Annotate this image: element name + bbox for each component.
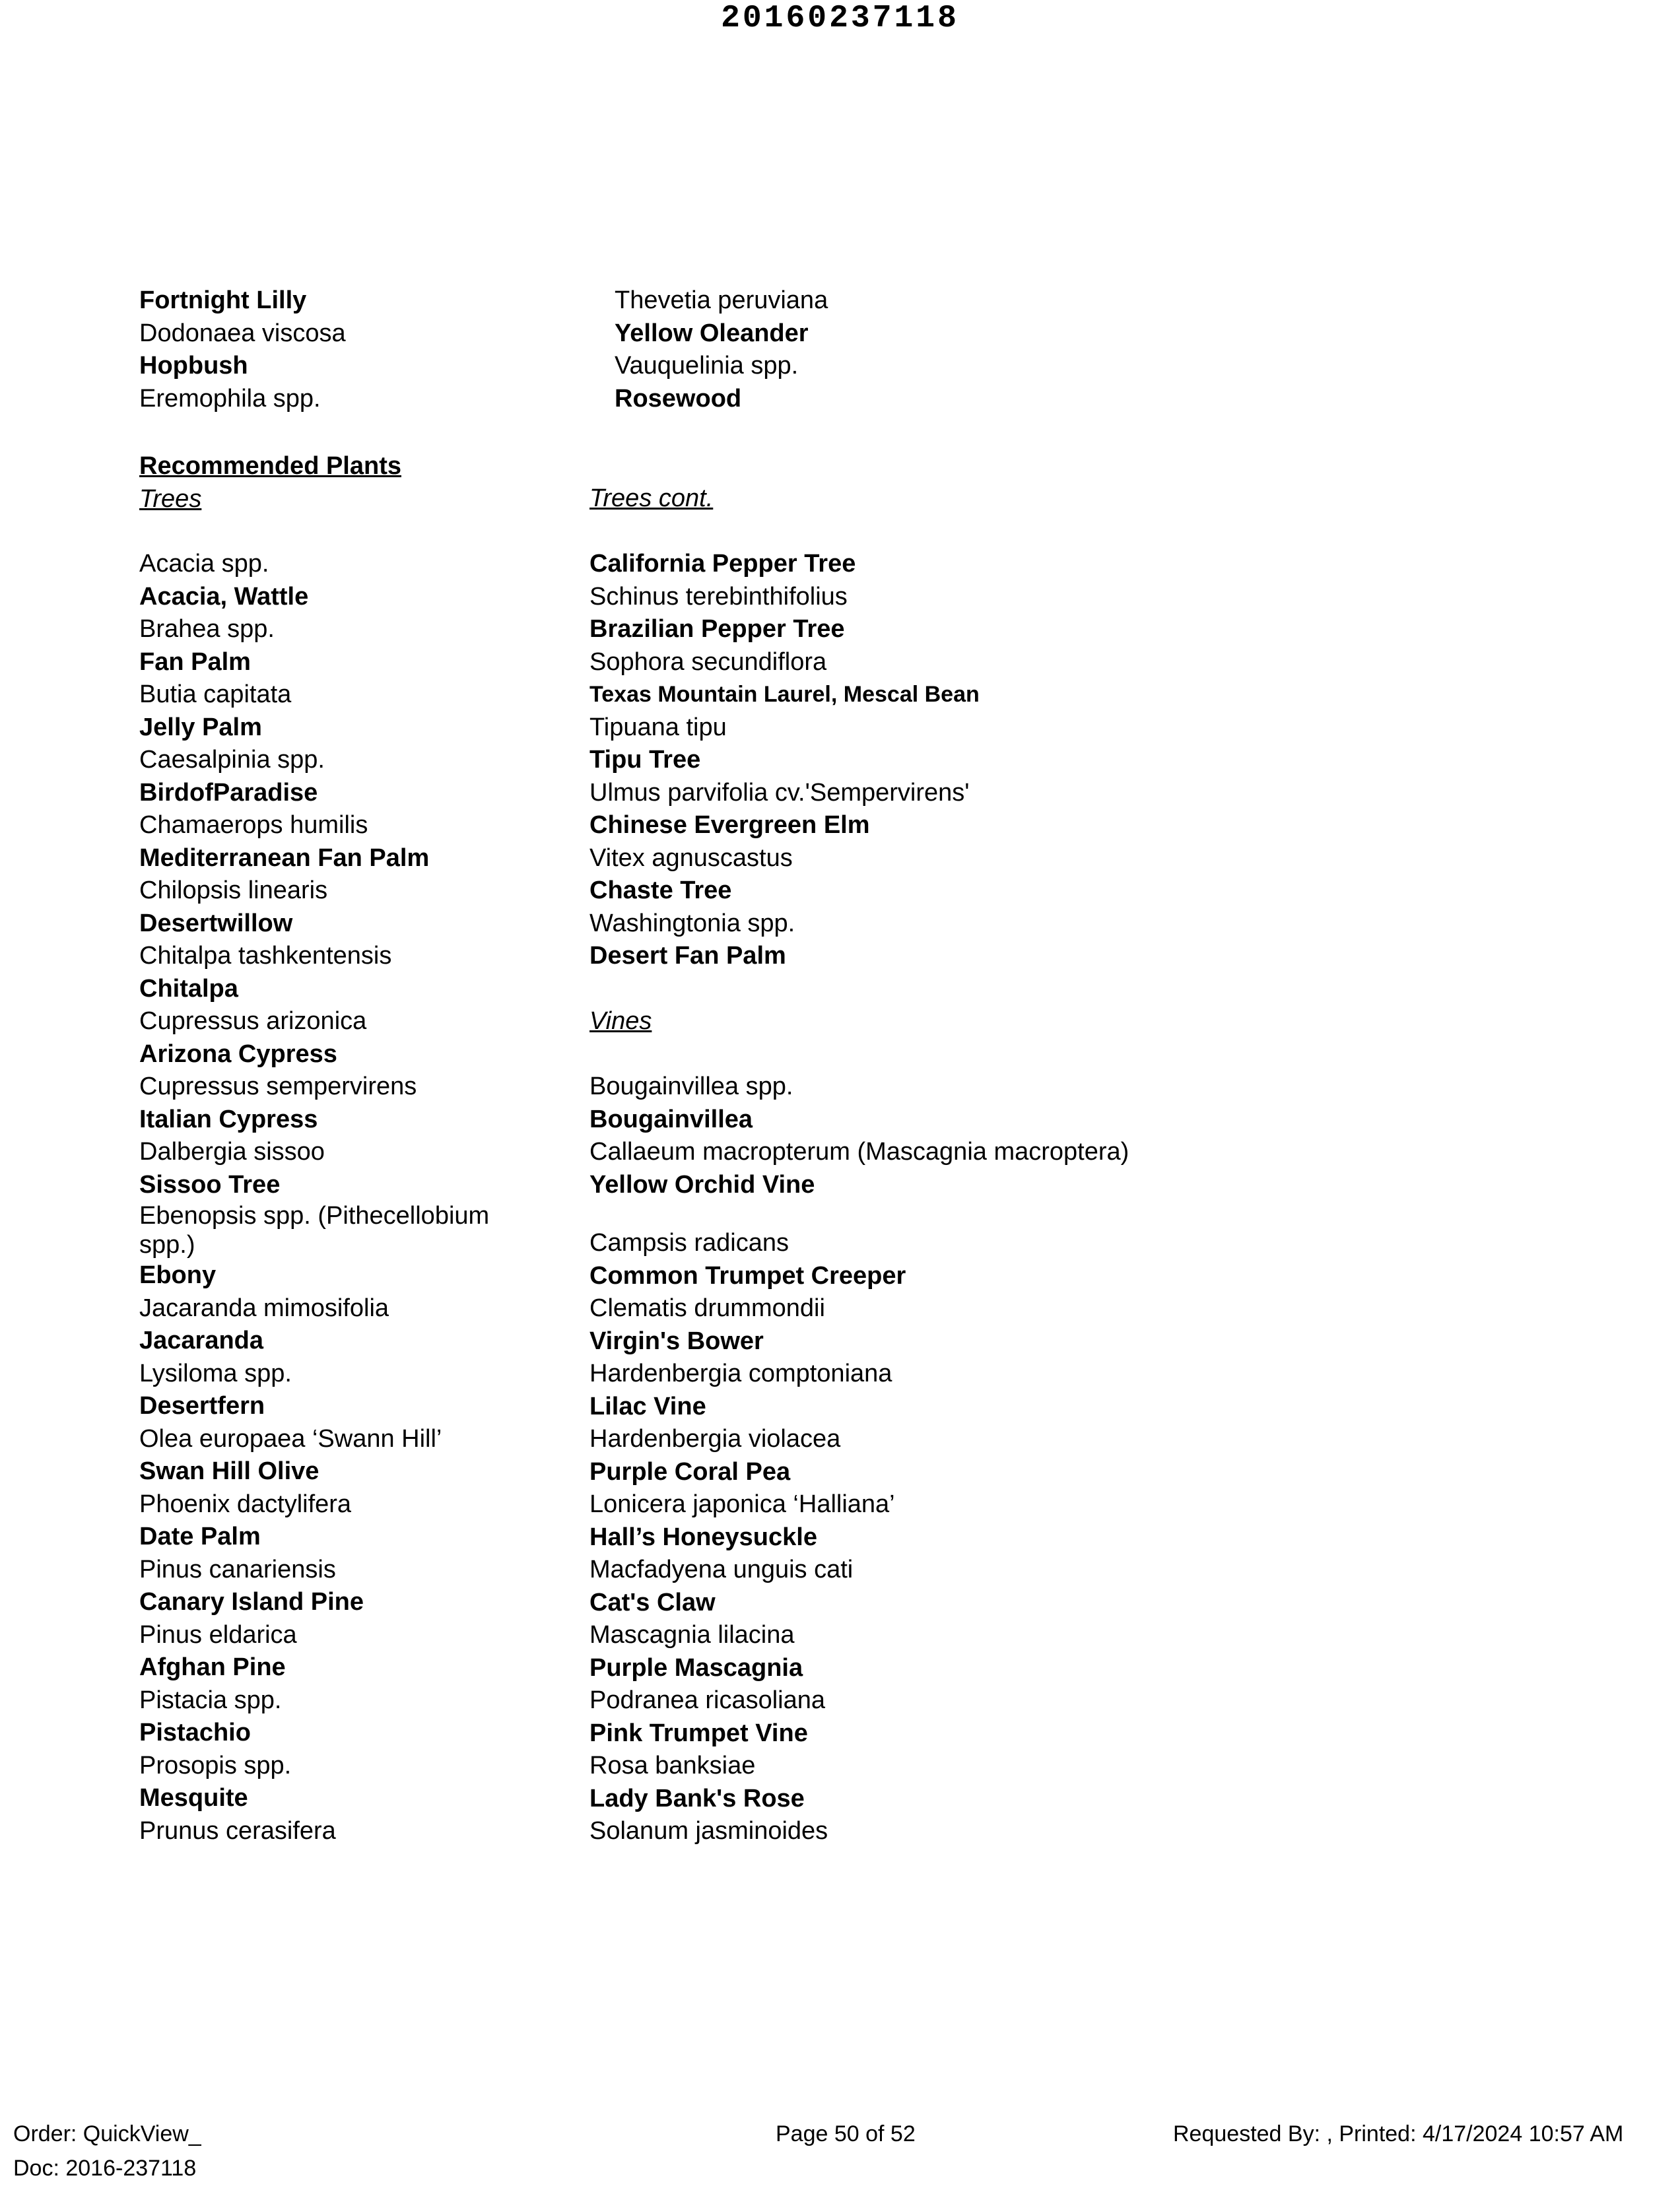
plant-common-name: Date Palm: [139, 1523, 261, 1550]
top-left-block: [139, 284, 346, 415]
plant-common-name: Rosewood: [615, 384, 742, 413]
plant-common-name: Hopbush: [139, 352, 248, 380]
plant-botanical-name: Sophora secundiflora: [589, 648, 827, 676]
plant-botanical-name: Cupressus sempervirens: [139, 1073, 417, 1100]
plant-botanical-name: Phoenix dactylifera: [139, 1490, 352, 1518]
plant-common-name: Brazilian Pepper Tree: [589, 615, 845, 643]
plant-common-name: Acacia, Wattle: [139, 582, 309, 611]
plant-common-name: Virgin's Bower: [589, 1327, 764, 1355]
plant-botanical-name: Pinus eldarica: [139, 1620, 297, 1649]
plant-botanical-name: Vitex agnuscastus: [589, 844, 793, 872]
plant-common-name: Chaste Tree: [589, 877, 732, 904]
plant-common-name: Desertwillow: [139, 909, 293, 937]
plant-botanical-name: Dalbergia sissoo: [139, 1138, 325, 1166]
plant-botanical-name: Schinus terebinthifolius: [589, 582, 848, 611]
plant-common-name: Canary Island Pine: [139, 1588, 364, 1616]
plant-common-name: Jacaranda: [139, 1327, 264, 1354]
top-right-block: [615, 284, 828, 415]
plant-botanical-name: Macfadyena unguis cati: [589, 1556, 854, 1583]
plant-botanical-name: Chamaerops humilis: [139, 811, 368, 839]
footer-requested-printed: Requested By: , Printed: 4/17/2024 10:57 AM: [1173, 2121, 1624, 2146]
plant-common-name: Hall’s Honeysuckle: [589, 1523, 817, 1551]
plant-common-name: Desert Fan Palm: [589, 942, 786, 970]
plant-common-name: Mediterranean Fan Palm: [139, 844, 430, 872]
plant-botanical-name: Prosopis spp.: [139, 1751, 292, 1779]
plant-botanical-name: Podranea ricasoliana: [589, 1686, 826, 1714]
plant-botanical-name: Hardenbergia comptoniana: [589, 1360, 892, 1387]
plant-botanical-name: Lysiloma spp.: [139, 1359, 292, 1387]
plant-common-name: California Pepper Tree: [589, 550, 856, 578]
plant-common-name: Desertfern: [139, 1392, 265, 1420]
plant-botanical-name: Dodonaea viscosa: [139, 319, 346, 347]
plant-common-name: Sissoo Tree: [139, 1170, 281, 1199]
plant-common-name: Afghan Pine: [139, 1653, 286, 1681]
plant-common-name: Chinese Evergreen Elm: [589, 811, 870, 839]
plant-botanical-name: Solanum jasminoides: [589, 1817, 828, 1845]
plant-botanical-name: Butia capitata: [139, 681, 292, 708]
section-heading-block: [139, 450, 401, 515]
plant-botanical-name: Thevetia peruviana: [615, 286, 828, 314]
subhead-trees-cont: Trees cont.: [589, 484, 714, 512]
plant-common-name: Cat's Claw: [589, 1588, 716, 1616]
plant-common-name: Chitalpa: [139, 974, 238, 1003]
plant-botanical-name: Pistacia spp.: [139, 1686, 282, 1714]
document-number: 20160237118: [721, 1, 959, 36]
subhead-vines: Vines: [589, 1007, 652, 1035]
section-title: Recommended Plants: [139, 452, 401, 480]
plant-common-name: Yellow Oleander: [615, 319, 809, 347]
plant-botanical-name: Bougainvillea spp.: [589, 1073, 793, 1100]
plant-common-name: Common Trumpet Creeper: [589, 1261, 906, 1290]
plant-common-name: Swan Hill Olive: [139, 1457, 319, 1485]
plant-botanical-name: Ebenopsis spp. (Pithecellobium spp.): [139, 1202, 490, 1259]
plant-common-name: Purple Coral Pea: [589, 1457, 791, 1486]
plant-botanical-name: Rosa banksiae: [589, 1752, 756, 1779]
plant-common-name: Italian Cypress: [139, 1105, 318, 1133]
plant-botanical-name: Mascagnia lilacina: [589, 1621, 795, 1649]
plant-botanical-name: Chilopsis linearis: [139, 877, 328, 904]
plant-botanical-name: Lonicera japonica ‘Halliana’: [589, 1490, 895, 1518]
plant-common-name: Mesquite: [139, 1784, 248, 1812]
plant-botanical-name: Campsis radicans: [589, 1229, 789, 1257]
plant-botanical-name: Cupressus arizonica: [139, 1007, 367, 1035]
left-column-trees: [139, 548, 522, 1847]
plant-botanical-name: Ulmus parvifolia cv.'Sempervirens': [589, 778, 970, 807]
plant-botanical-name: Olea europaea ‘Swann Hill’: [139, 1424, 442, 1453]
plant-common-name: BirdofParadise: [139, 778, 318, 807]
plant-common-name: Pink Trumpet Vine: [589, 1719, 808, 1747]
plant-common-name: Tipu Tree: [589, 746, 701, 774]
subhead-trees-cont-block: [589, 482, 713, 515]
plant-botanical-name: Jacaranda mimosifolia: [139, 1294, 389, 1322]
plant-common-name: Bougainvillea: [589, 1105, 753, 1133]
footer-order: Order: QuickView_: [13, 2121, 201, 2146]
footer-doc: Doc: 2016-237118: [13, 2156, 197, 2181]
plant-common-name: Pistachio: [139, 1719, 251, 1746]
plant-common-name: Jelly Palm: [139, 713, 262, 741]
plant-common-name: Ebony: [139, 1261, 217, 1289]
plant-common-name: Fortnight Lilly: [139, 286, 307, 314]
plant-common-name: Fan Palm: [139, 648, 251, 676]
right-column-trees: [589, 548, 1129, 1848]
plant-botanical-name: Brahea spp.: [139, 615, 275, 643]
plant-common-name: Arizona Cypress: [139, 1040, 337, 1068]
subhead-trees: Trees: [139, 484, 202, 513]
plant-botanical-name: Acacia spp.: [139, 550, 269, 578]
plant-botanical-name: Clematis drummondii: [589, 1294, 825, 1322]
footer-page-number: Page 50 of 52: [776, 2121, 916, 2146]
plant-botanical-name: Hardenbergia violacea: [589, 1425, 841, 1453]
plant-common-name: Purple Mascagnia: [589, 1653, 803, 1682]
plant-common-name: Lady Bank's Rose: [589, 1784, 805, 1812]
plant-botanical-name: Callaeum macropterum (Mascagnia macroptera): [589, 1138, 1129, 1166]
plant-botanical-name: Tipuana tipu: [589, 713, 727, 741]
plant-botanical-name: Washingtonia spp.: [589, 909, 795, 937]
plant-botanical-name: Prunus cerasifera: [139, 1816, 336, 1845]
plant-common-name: Yellow Orchid Vine: [589, 1170, 815, 1199]
plant-botanical-name: Caesalpinia spp.: [139, 746, 325, 774]
plant-botanical-name: Pinus canariensis: [139, 1555, 336, 1583]
plant-common-name: Lilac Vine: [589, 1392, 706, 1420]
plant-botanical-name: Vauquelinia spp.: [615, 352, 799, 380]
plant-common-name: Texas Mountain Laurel, Mescal Bean: [589, 682, 980, 707]
plant-botanical-name: Chitalpa tashkentensis: [139, 942, 392, 970]
plant-botanical-name: Eremophila spp.: [139, 384, 321, 413]
